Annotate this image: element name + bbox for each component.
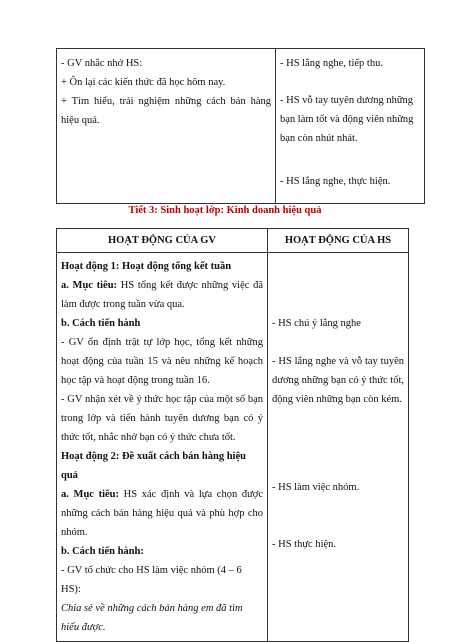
top-right-line-2: - HS vỗ tay tuyên dương những bạn làm tốt và động viên những bạn còn nhút nhát. — [280, 95, 414, 144]
top-table — [56, 48, 425, 204]
header-gv: HOẠT ĐỘNG CỦA GV — [57, 229, 268, 253]
header-hs: HOẠT ĐỘNG CỦA HS — [268, 229, 409, 253]
top-left-line-2: + Ôn lại các kiến thức đã học hôm nay. — [61, 77, 226, 88]
activity-2-step-1: - GV tổ chức cho HS làm việc nhóm (4 – 6 HS): — [61, 565, 242, 595]
activity-1-step-1: - GV ổn định trật tự lớp học, tổng kết những hoạt động của tuần 15 và nêu những kế hoạch học tập và hoạt động trong tuần 16. — [61, 337, 263, 386]
top-left-line-3: + Tìm hiểu, trải nghiệm những cách bán hàng hiệu quả. — [61, 96, 271, 126]
activity-1-step-2: - GV nhận xét về ý thức học tập của một số bạn trong lớp và tiến hành tuyên dương bạn có ý thức tốt, nhắc nhở bạn có ý thức chưa tốt. — [61, 394, 263, 443]
hs-response-1: - HS chú ý lắng nghe — [272, 318, 361, 329]
section-title: Tiết 3: Sinh hoạt lớp: Kinh doanh hiệu quả — [128, 205, 322, 216]
top-table-right-cell — [276, 49, 425, 204]
activity-1-method-label: b. Cách tiến hành — [61, 318, 141, 329]
activity-table — [56, 228, 409, 642]
top-right-line-1: - HS lắng nghe, tiếp thu. — [280, 58, 383, 69]
activity-2-step-2: Chia sẻ về những cách bán hàng em đã tìm hiểu được. — [61, 603, 243, 633]
hs-response-2: - HS lắng nghe và vỗ tay tuyên dương những bạn có ý thức tốt, động viên những bạn còn kém. — [272, 356, 404, 405]
activity-2-method-label: b. Cách tiến hành: — [61, 546, 144, 557]
hs-response-3: - HS làm việc nhóm. — [272, 482, 360, 493]
activity-2-heading: Hoạt động 2: Đề xuất cách bán hàng hiệu quả — [61, 451, 246, 481]
hs-response-4: - HS thực hiện. — [272, 539, 337, 550]
activity-1-heading: Hoạt động 1: Hoạt động tổng kết tuần — [61, 261, 232, 272]
top-left-line-1: - GV nhắc nhở HS: — [61, 58, 143, 69]
activity-2-goal: a. Mục tiêu: HS xác định và lựa chọn được những cách bán hàng hiệu quả và phù hợp cho nhóm. — [61, 489, 264, 538]
hs-cell — [268, 253, 409, 642]
top-table-left-cell — [57, 49, 276, 204]
top-right-line-3: - HS lắng nghe, thực hiện. — [280, 176, 391, 187]
gv-cell — [57, 253, 268, 642]
activity-1-goal: a. Mục tiêu: HS tổng kết được những việc đã làm được trong tuần vừa qua. — [61, 280, 263, 310]
